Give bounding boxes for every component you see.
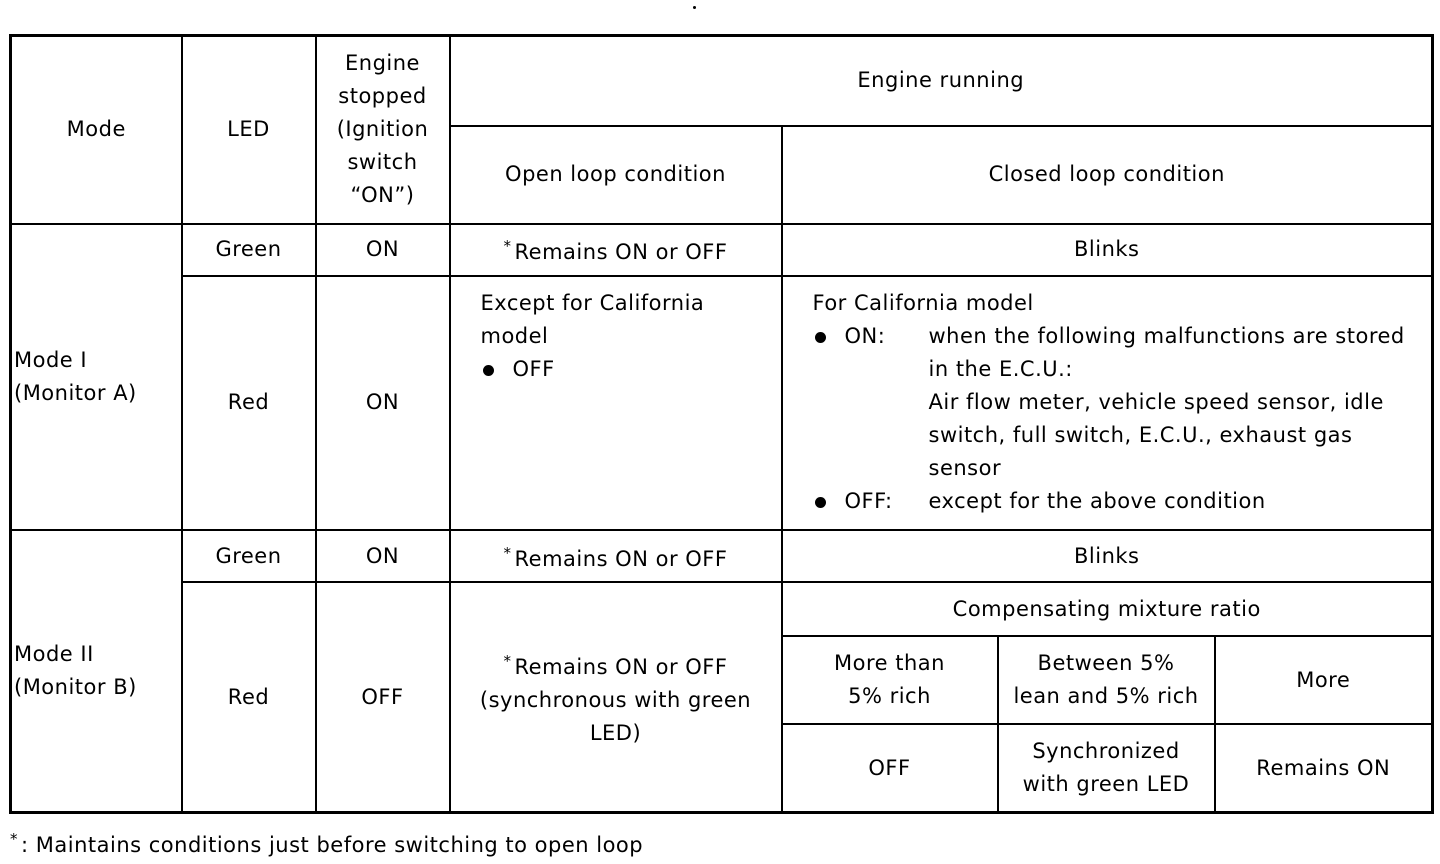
- mode2-label: Mode II (Monitor B): [11, 530, 182, 812]
- header-engine-running: Engine running: [450, 36, 1433, 126]
- california-off-item: [813, 485, 1422, 518]
- mode2-red-open-text: Remains ON or OFF (synchronous with green LED): [479, 654, 752, 745]
- asterisk-mark: *: [503, 237, 512, 256]
- non-california-title: Except for California model: [480, 290, 705, 348]
- mode1-red-closed: [782, 276, 1433, 530]
- off-value: except for the above condition: [928, 488, 1266, 513]
- footnote-text: : Maintains conditions just before switching to open loop: [21, 833, 644, 857]
- val-between: Synchronized with green LED: [998, 724, 1215, 812]
- mode2-green-open-text: Remains ON or OFF: [514, 546, 728, 571]
- compensating-mixture-ratio: Compensating mixture ratio: [782, 582, 1433, 636]
- on-value: when the following malfunctions are stored in the E.C.U.: Air flow meter, vehicle speed sensor, idle switch, full switch, E.C.U., exhaust gas sensor: [928, 323, 1405, 480]
- header-closed-loop: Closed loop condition: [782, 126, 1433, 224]
- mode2-green-open: [450, 530, 782, 582]
- mode1-green-open-text: Remains ON or OFF: [514, 240, 728, 265]
- col-between: Between 5% lean and 5% rich: [998, 636, 1215, 724]
- mode2-green-closed: Blinks: [782, 530, 1433, 582]
- california-title: For California model: [812, 290, 1034, 315]
- off-key: OFF:: [844, 488, 893, 513]
- header-engine-stopped: Engine stopped (Ignition switch “ON”): [316, 36, 450, 224]
- mode2-red-open: [450, 582, 782, 812]
- california-list: [813, 320, 1422, 518]
- val-more: Remains ON: [1215, 724, 1433, 812]
- footnote-asterisk: *: [10, 830, 18, 848]
- california-on-item: [813, 320, 1422, 485]
- mode1-red-stopped: ON: [316, 276, 450, 530]
- stray-dot: [693, 6, 696, 9]
- mode2-green-led: Green: [182, 530, 316, 582]
- mode1-green-closed: Blinks: [782, 224, 1433, 276]
- mode1-red-led: Red: [182, 276, 316, 530]
- mode2-green-stopped: ON: [316, 530, 450, 582]
- col-more-than-rich: More than 5% rich: [782, 636, 998, 724]
- header-open-loop: Open loop condition: [450, 126, 782, 224]
- mode1-green-open: [450, 224, 782, 276]
- mode2-red-stopped: OFF: [316, 582, 450, 812]
- footnote: [10, 830, 643, 857]
- val-more-than-rich: OFF: [782, 724, 998, 812]
- on-key: ON:: [844, 323, 886, 348]
- non-california-list: [481, 353, 771, 386]
- header-led: LED: [182, 36, 316, 224]
- mode1-green-led: Green: [182, 224, 316, 276]
- mode2-red-led: Red: [182, 582, 316, 812]
- header-mode: Mode: [11, 36, 182, 224]
- mode1-red-open: [450, 276, 782, 530]
- col-more: More: [1215, 636, 1433, 724]
- asterisk-mark: *: [503, 543, 512, 562]
- mode1-green-stopped: ON: [316, 224, 450, 276]
- mode1-label: Mode I (Monitor A): [11, 224, 182, 530]
- bullet-off: OFF: [481, 353, 771, 386]
- led-mode-table: [9, 34, 1434, 814]
- asterisk-mark: *: [503, 651, 512, 670]
